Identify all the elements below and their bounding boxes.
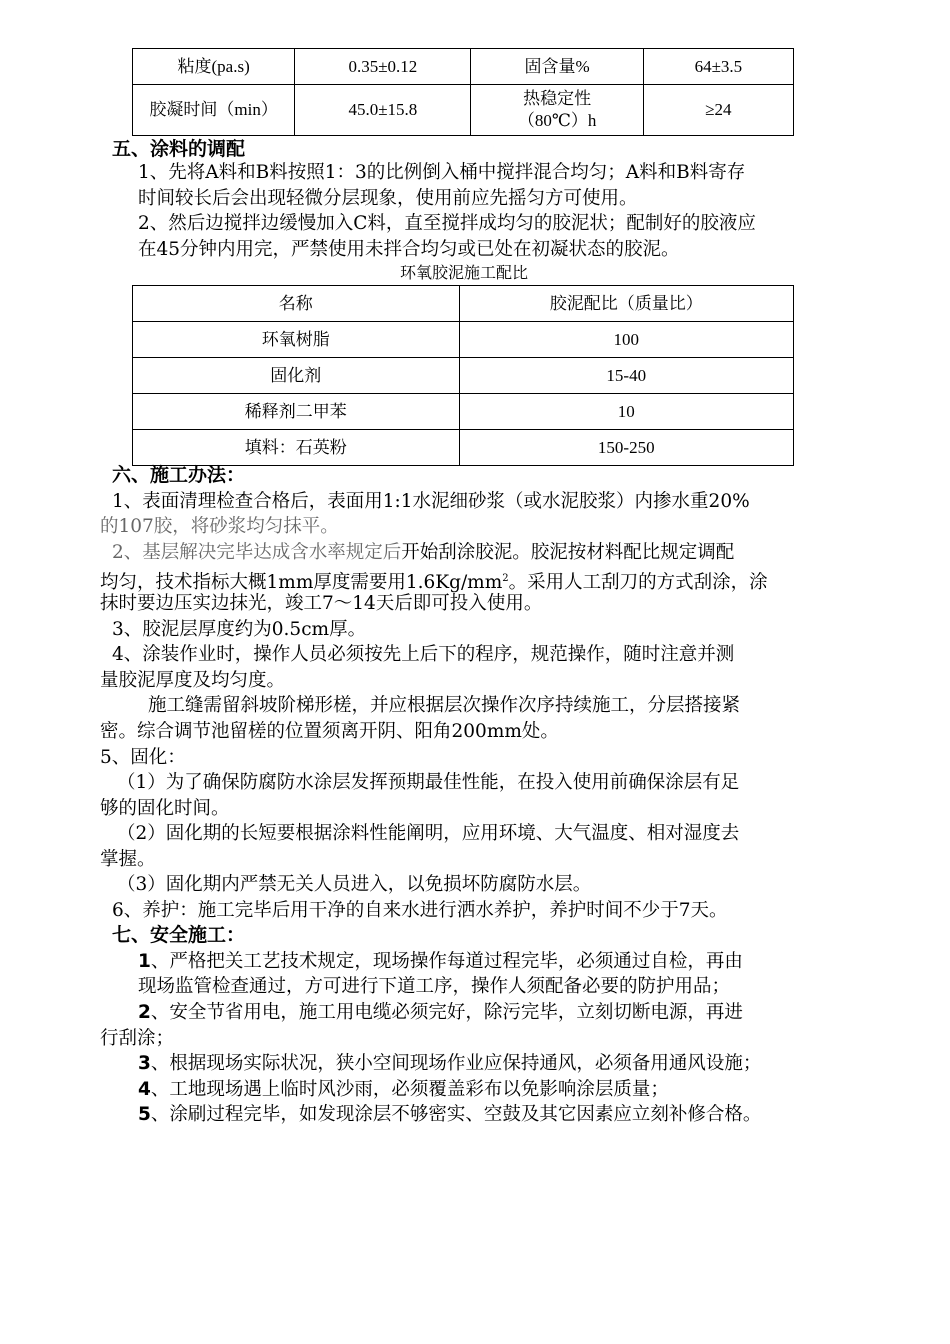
- text-span: 开始刮涂胶泥。胶泥按材料配比规定调配: [401, 542, 735, 563]
- paragraph-line: [138, 1000, 743, 1026]
- section-heading: 五、涂料的调配: [112, 138, 246, 160]
- paragraph-line: 在45分钟内用完，严禁使用未拌合均匀或已处在初凝状态的胶泥。: [138, 239, 680, 260]
- paragraph-line: 4、涂装作业时，操作人员必须按先上后下的程序，规范操作，随时注意并测: [112, 644, 735, 665]
- paragraph-line: 2、然后边搅拌边缓慢加入C料，直至搅拌成均匀的胶泥状；配制好的胶液应: [138, 213, 756, 234]
- paragraph-line: 1、表面清理检查合格后，表面用1:1水泥细砂浆（或水泥胶浆）内掺水重20%: [112, 491, 750, 512]
- table-row: [133, 430, 794, 466]
- paragraph-line: 现场监管检查通过，方可进行下道工序，操作人须配备必要的防护用品；: [138, 976, 731, 997]
- paragraph-line: [138, 1077, 669, 1103]
- table-cell: ≥24: [643, 85, 793, 136]
- table-cell: 固化剂: [133, 358, 460, 394]
- paragraph-line: [138, 1102, 761, 1128]
- paragraph-line: [138, 1051, 761, 1077]
- table-cell: 胶凝时间（min）: [133, 85, 295, 136]
- table-row: [133, 358, 794, 394]
- table-row: [133, 394, 794, 430]
- text-span: 均匀，技术指标大概1mm厚度需要用1.6Kg/mm: [100, 572, 503, 594]
- paragraph-line: 施工缝需留斜坡阶梯形槎，并应根据层次操作次序持续施工，分层搭接紧: [148, 695, 741, 716]
- paragraph-line: （2）固化期的长短要根据涂料性能阐明，应用环境、大气温度、相对湿度去: [117, 823, 740, 844]
- paragraph-line: 6、养护：施工完毕后用干净的自来水进行洒水养护，养护时间不少于7天。: [112, 900, 728, 921]
- paragraph-line: 的107胶，将砂浆均匀抹平。: [100, 516, 339, 537]
- item-number: 4: [138, 1079, 151, 1100]
- table-caption: 环氧胶泥施工配比: [400, 263, 529, 282]
- table-cell: [471, 85, 643, 136]
- table-header-row: [133, 286, 794, 322]
- table-cell: 粘度(pa.s): [133, 49, 295, 85]
- text-span: 。采用人工刮刀的方式刮涂，涂: [508, 572, 768, 594]
- cell-line: 热稳定性: [523, 89, 592, 108]
- item-number: 3: [138, 1053, 151, 1074]
- table-cell: 45.0±15.8: [295, 85, 471, 136]
- paragraph-line: 够的固化时间。: [100, 798, 230, 819]
- table-cell: 稀释剂二甲苯: [133, 394, 460, 430]
- item-number: 5: [138, 1104, 151, 1125]
- table-cell: 150-250: [459, 430, 794, 466]
- superscript: 2: [502, 573, 509, 584]
- paragraph-line: 行刮涂；: [100, 1028, 175, 1049]
- text-span: 、涂刷过程完毕，如发现涂层不够密实、空鼓及其它因素应立刻补修合格。: [150, 1104, 762, 1125]
- section-heading: 七、安全施工：: [112, 924, 246, 946]
- paragraph-line: [112, 540, 734, 566]
- text-span: 、严格把关工艺技术规定，现场操作每道过程完毕，必须通过自检，再由: [150, 951, 743, 972]
- item-number: 2: [138, 1002, 151, 1023]
- table-cell: 10: [459, 394, 794, 430]
- paragraph-line: 时间较长后会出现轻微分层现象，使用前应先摇匀方可使用。: [138, 188, 638, 209]
- table-cell: 0.35±0.12: [295, 49, 471, 85]
- table-row: [133, 49, 794, 85]
- text-span: 2、基层解决完毕达成含水率规定后: [112, 542, 402, 563]
- text-span: 、工地现场遇上临时风沙雨，必须覆盖彩布以免影响涂层质量；: [150, 1079, 669, 1100]
- section-heading: 六、施工办法：: [112, 464, 246, 486]
- table-cell: 固含量%: [471, 49, 643, 85]
- paragraph-line: 量胶泥厚度及均匀度。: [100, 670, 286, 691]
- table-cell: 填料：石英粉: [133, 430, 460, 466]
- paragraph-line: （3）固化期内严禁无关人员进入，以免损坏防腐防水层。: [117, 874, 592, 895]
- text-span: 、安全节省用电，施工用电缆必须完好，除污完毕，立刻切断电源，再进: [150, 1002, 743, 1023]
- table-cell: 15-40: [459, 358, 794, 394]
- paragraph-line: 掌握。: [100, 849, 156, 870]
- paragraph-line: （1）为了确保防腐防水涂层发挥预期最佳性能，在投入使用前确保涂层有足: [117, 772, 740, 793]
- table-header-cell: 胶泥配比（质量比）: [459, 286, 794, 322]
- paragraph-line: [138, 949, 743, 975]
- table-cell: 环氧树脂: [133, 322, 460, 358]
- paragraph-line: 密。综合调节池留槎的位置须离开阴、阳角200mm处。: [100, 721, 559, 742]
- table-cell: 100: [459, 322, 794, 358]
- cell-line: （80℃）h: [517, 111, 597, 130]
- table-row: [133, 322, 794, 358]
- paragraph-line: 3、胶泥层厚度约为0.5cm厚。: [112, 619, 367, 640]
- table-cell: 64±3.5: [643, 49, 793, 85]
- table-header-cell: 名称: [133, 286, 460, 322]
- paragraph-line: 抹时要边压实边抹光，竣工7～14天后即可投入使用。: [100, 593, 543, 614]
- item-number: 1: [138, 951, 151, 972]
- paragraph-line: 1、先将A料和B料按照1：3的比例倒入桶中搅拌混合均匀；A料和B料寄存: [138, 162, 746, 183]
- mix-ratio-table: [132, 285, 794, 466]
- properties-table: [132, 48, 794, 136]
- paragraph-line: 5、固化：: [100, 747, 186, 768]
- table-row: [133, 85, 794, 136]
- text-span: 、根据现场实际状况，狭小空间现场作业应保持通风，必须备用通风设施；: [150, 1053, 762, 1074]
